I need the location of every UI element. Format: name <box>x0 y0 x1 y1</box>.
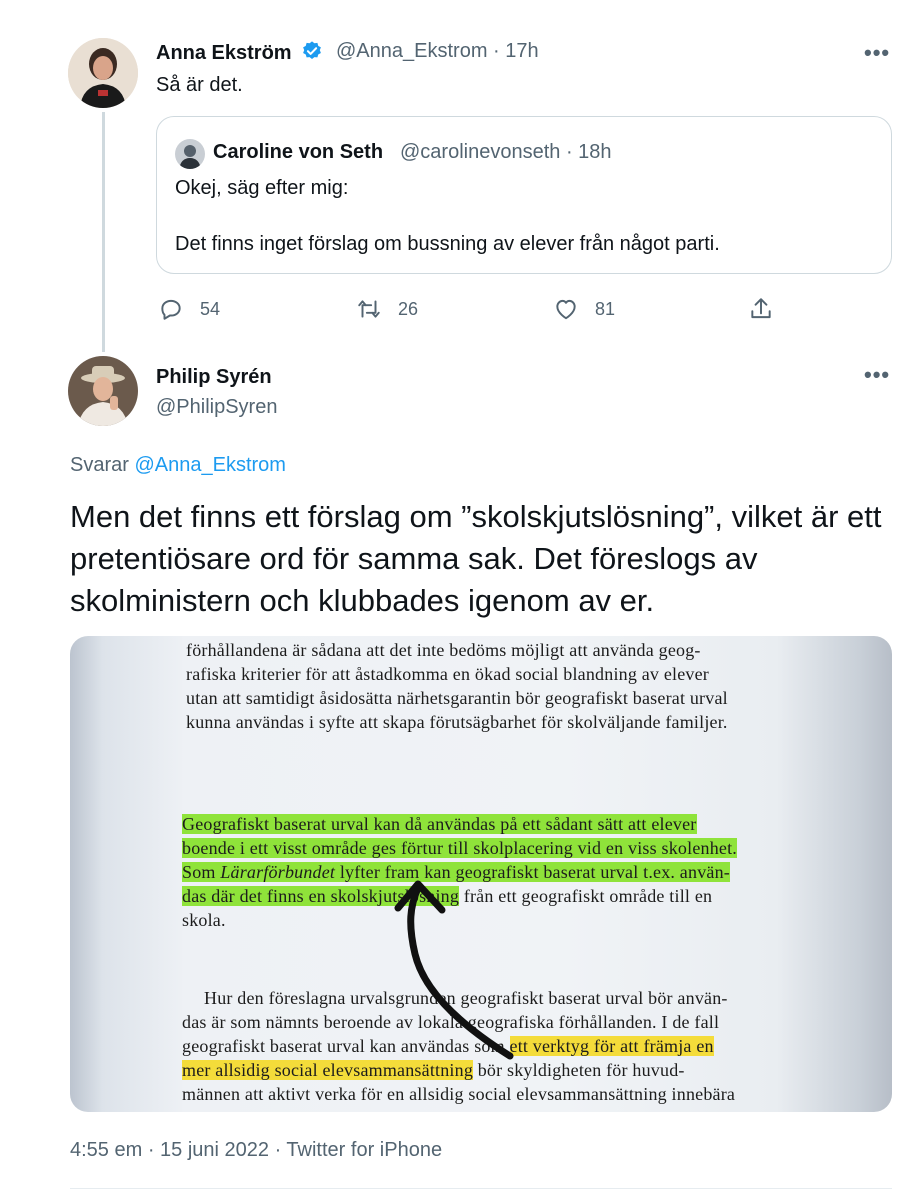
tweet-timestamp[interactable]: 4:55 em · 15 juni 2022 · Twitter for iPhone <box>70 1139 443 1161</box>
heart-icon <box>553 296 579 322</box>
author-name[interactable]: Philip Syrén <box>156 366 272 388</box>
highlighted-text: das där det finns en skolskjutslösning <box>182 886 460 906</box>
hand-drawn-arrow-icon <box>70 636 892 1112</box>
retweet-button[interactable] <box>356 294 418 324</box>
doc-line: das är som nämnts beroende av lokala geografiska förhållanden. I de fall <box>182 1012 720 1032</box>
doc-line: männen att aktivt verka för en allsidig social elevsammansättning innebära <box>182 1084 736 1104</box>
more-options-button[interactable]: ••• <box>864 362 891 387</box>
highlighted-text: boende i ett visst område ges förtur till skolplacering vid en viss skolenhet. <box>182 838 737 858</box>
doc-line: kunna användas i syfte att skapa förutsägbarhet för skolväljande familjer. <box>186 712 728 732</box>
avatar-philip-syren[interactable] <box>68 356 138 426</box>
author-handle[interactable]: @PhilipSyren <box>156 396 278 418</box>
highlighted-text: Geografiskt baserat urval kan då användas på ett sådant sätt att elever <box>182 814 697 834</box>
quoted-tweet[interactable] <box>156 116 892 274</box>
reply-button[interactable] <box>158 294 220 324</box>
retweet-count: 26 <box>398 298 419 319</box>
more-options-button[interactable]: ••• <box>864 40 891 65</box>
avatar-anna-ekstrom[interactable] <box>68 38 138 108</box>
tweet-time[interactable]: · 17h <box>493 40 539 62</box>
tweet-text: Så är det. <box>156 74 243 96</box>
avatar-image <box>68 38 138 108</box>
doc-line: utan att samtidigt åsidosätta närhetsgarantin bör geografiskt baserat urval <box>186 688 728 708</box>
tweet-text: Men det finns ett förslag om ”skolskjutslösning”, vilket är ett pretentiösare ord för samma sak. Det föreslogs av skolministern och klubbades igenom av er. <box>70 499 882 618</box>
author-name[interactable]: Anna Ekström <box>156 40 323 65</box>
doc-line: förhållandena är sådana att det inte bedöms möjligt att använda geog- <box>186 640 701 660</box>
replying-to-prefix: Svarar <box>70 454 129 476</box>
replying-to-handle[interactable]: @Anna_Ekstrom <box>134 454 286 476</box>
highlighted-text: Som Lärarförbundet lyfter fram kan geografiskt baserat urval t.ex. använ- <box>182 862 730 882</box>
quoted-author-name: Caroline von Seth <box>213 141 384 163</box>
author-handle-time <box>336 40 539 63</box>
quoted-time: · 18h <box>565 141 612 163</box>
avatar-image <box>68 356 138 426</box>
divider <box>70 1188 892 1189</box>
reply-count: 54 <box>200 298 221 319</box>
replying-to <box>70 454 286 477</box>
highlighted-text: mer allsidig social elevsammansättning <box>182 1060 474 1080</box>
thread-connector-line <box>102 112 105 352</box>
doc-line: mer allsidig social elevsammansättning bör skyldigheten för huvud- <box>182 1060 685 1080</box>
doc-line: geografiskt baserat urval kan användas som ett verktyg för att främja en <box>182 1036 714 1056</box>
like-count: 81 <box>595 298 616 319</box>
doc-line: das där det finns en skolskjutslösning från ett geografiskt område till en <box>182 886 713 906</box>
share-button[interactable] <box>748 294 790 324</box>
share-icon <box>748 296 774 322</box>
attached-image[interactable] <box>70 636 892 1112</box>
doc-line: Hur den föreslagna urvalsgrunden geografiskt baserat urval bör använ- <box>204 988 728 1008</box>
quoted-handle: @carolinevonseth <box>400 141 561 163</box>
retweet-icon <box>356 296 382 322</box>
quoted-author-avatar <box>175 139 205 169</box>
like-button[interactable] <box>553 294 615 324</box>
quoted-text-line-1: Okej, säg efter mig: <box>175 177 349 199</box>
quoted-text-line-2: Det finns inget förslag om bussning av elever från något parti. <box>175 233 720 255</box>
doc-line: rafiska kriterier för att åstadkomma en ökad social blandning av elever <box>186 664 709 684</box>
quoted-author-handle-time <box>400 141 612 164</box>
author-handle[interactable]: @Anna_Ekstrom <box>336 40 488 62</box>
verified-badge-icon <box>301 40 323 62</box>
doc-line: skola. <box>182 910 226 930</box>
highlighted-text: ett verktyg för att främja en <box>509 1036 714 1056</box>
reply-icon <box>158 296 184 322</box>
quoted-avatar-image <box>175 139 205 169</box>
